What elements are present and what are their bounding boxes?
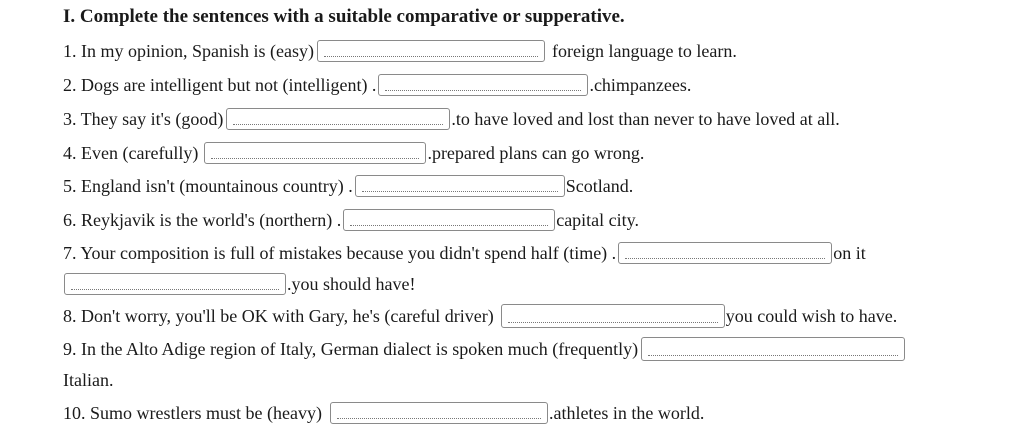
question-8-ending: you could wish to have.	[725, 305, 898, 326]
question-3	[63, 106, 840, 132]
question-7-prompt: 7. Your composition is full of mistakes because you didn't spend half (time) .	[63, 242, 617, 263]
question-10-ending: .athletes in the world.	[548, 402, 705, 423]
question-9-continued	[63, 367, 113, 393]
question-9-ending: Italian.	[63, 369, 114, 390]
exercise-title: I. Complete the sentences with a suitable comparative or supperative.	[63, 6, 625, 27]
answer-10-input[interactable]	[330, 402, 548, 424]
answer-2-input[interactable]	[378, 74, 588, 96]
question-9	[63, 336, 906, 362]
question-10-prompt: 10. Sumo wrestlers must be (heavy)	[63, 402, 322, 423]
question-8-prompt: 8. Don't worry, you'll be OK with Gary, he's (careful driver)	[63, 305, 494, 326]
question-6-ending: capital city.	[556, 209, 639, 230]
answer-7a-input[interactable]	[618, 242, 832, 264]
answer-9-input[interactable]	[641, 337, 905, 361]
answer-4-input[interactable]	[204, 142, 426, 164]
question-6-prompt: 6. Reykjavik is the world's (northern) .	[63, 209, 342, 230]
question-1	[63, 38, 737, 64]
question-2-ending: .chimpanzees.	[589, 74, 692, 95]
question-2-prompt: 2. Dogs are intelligent but not (intelligent) .	[63, 74, 377, 95]
question-1-ending: foreign language to learn.	[551, 40, 737, 61]
question-1-prompt: 1. In my opinion, Spanish is (easy)	[63, 40, 314, 61]
answer-6-input[interactable]	[343, 209, 555, 231]
question-7	[63, 240, 866, 266]
question-4-prompt: 4. Even (carefully)	[63, 142, 199, 163]
question-9-prompt: 9. In the Alto Adige region of Italy, German dialect is spoken much (frequently)	[63, 338, 639, 359]
question-4	[63, 140, 644, 166]
question-5-ending: Scotland.	[565, 175, 634, 196]
question-3-ending: .to have loved and lost than never to have loved at all.	[451, 108, 840, 129]
answer-3-input[interactable]	[226, 108, 450, 130]
question-7-ending-2: .you should have!	[287, 273, 416, 294]
question-5-prompt: 5. England isn't (mountainous country) .	[63, 175, 353, 196]
question-8	[63, 303, 897, 329]
question-5	[63, 173, 633, 199]
question-3-prompt: 3. They say it's (good)	[63, 108, 224, 129]
answer-7b-input[interactable]	[64, 273, 286, 295]
question-4-ending: .prepared plans can go wrong.	[427, 142, 645, 163]
question-6	[63, 207, 639, 233]
answer-5-input[interactable]	[355, 175, 565, 197]
question-7-ending: on it	[833, 242, 866, 263]
answer-1-input[interactable]	[317, 40, 545, 62]
question-10	[63, 400, 704, 426]
question-7-continued	[63, 271, 415, 297]
question-2	[63, 72, 691, 98]
answer-8-input[interactable]	[501, 304, 725, 328]
